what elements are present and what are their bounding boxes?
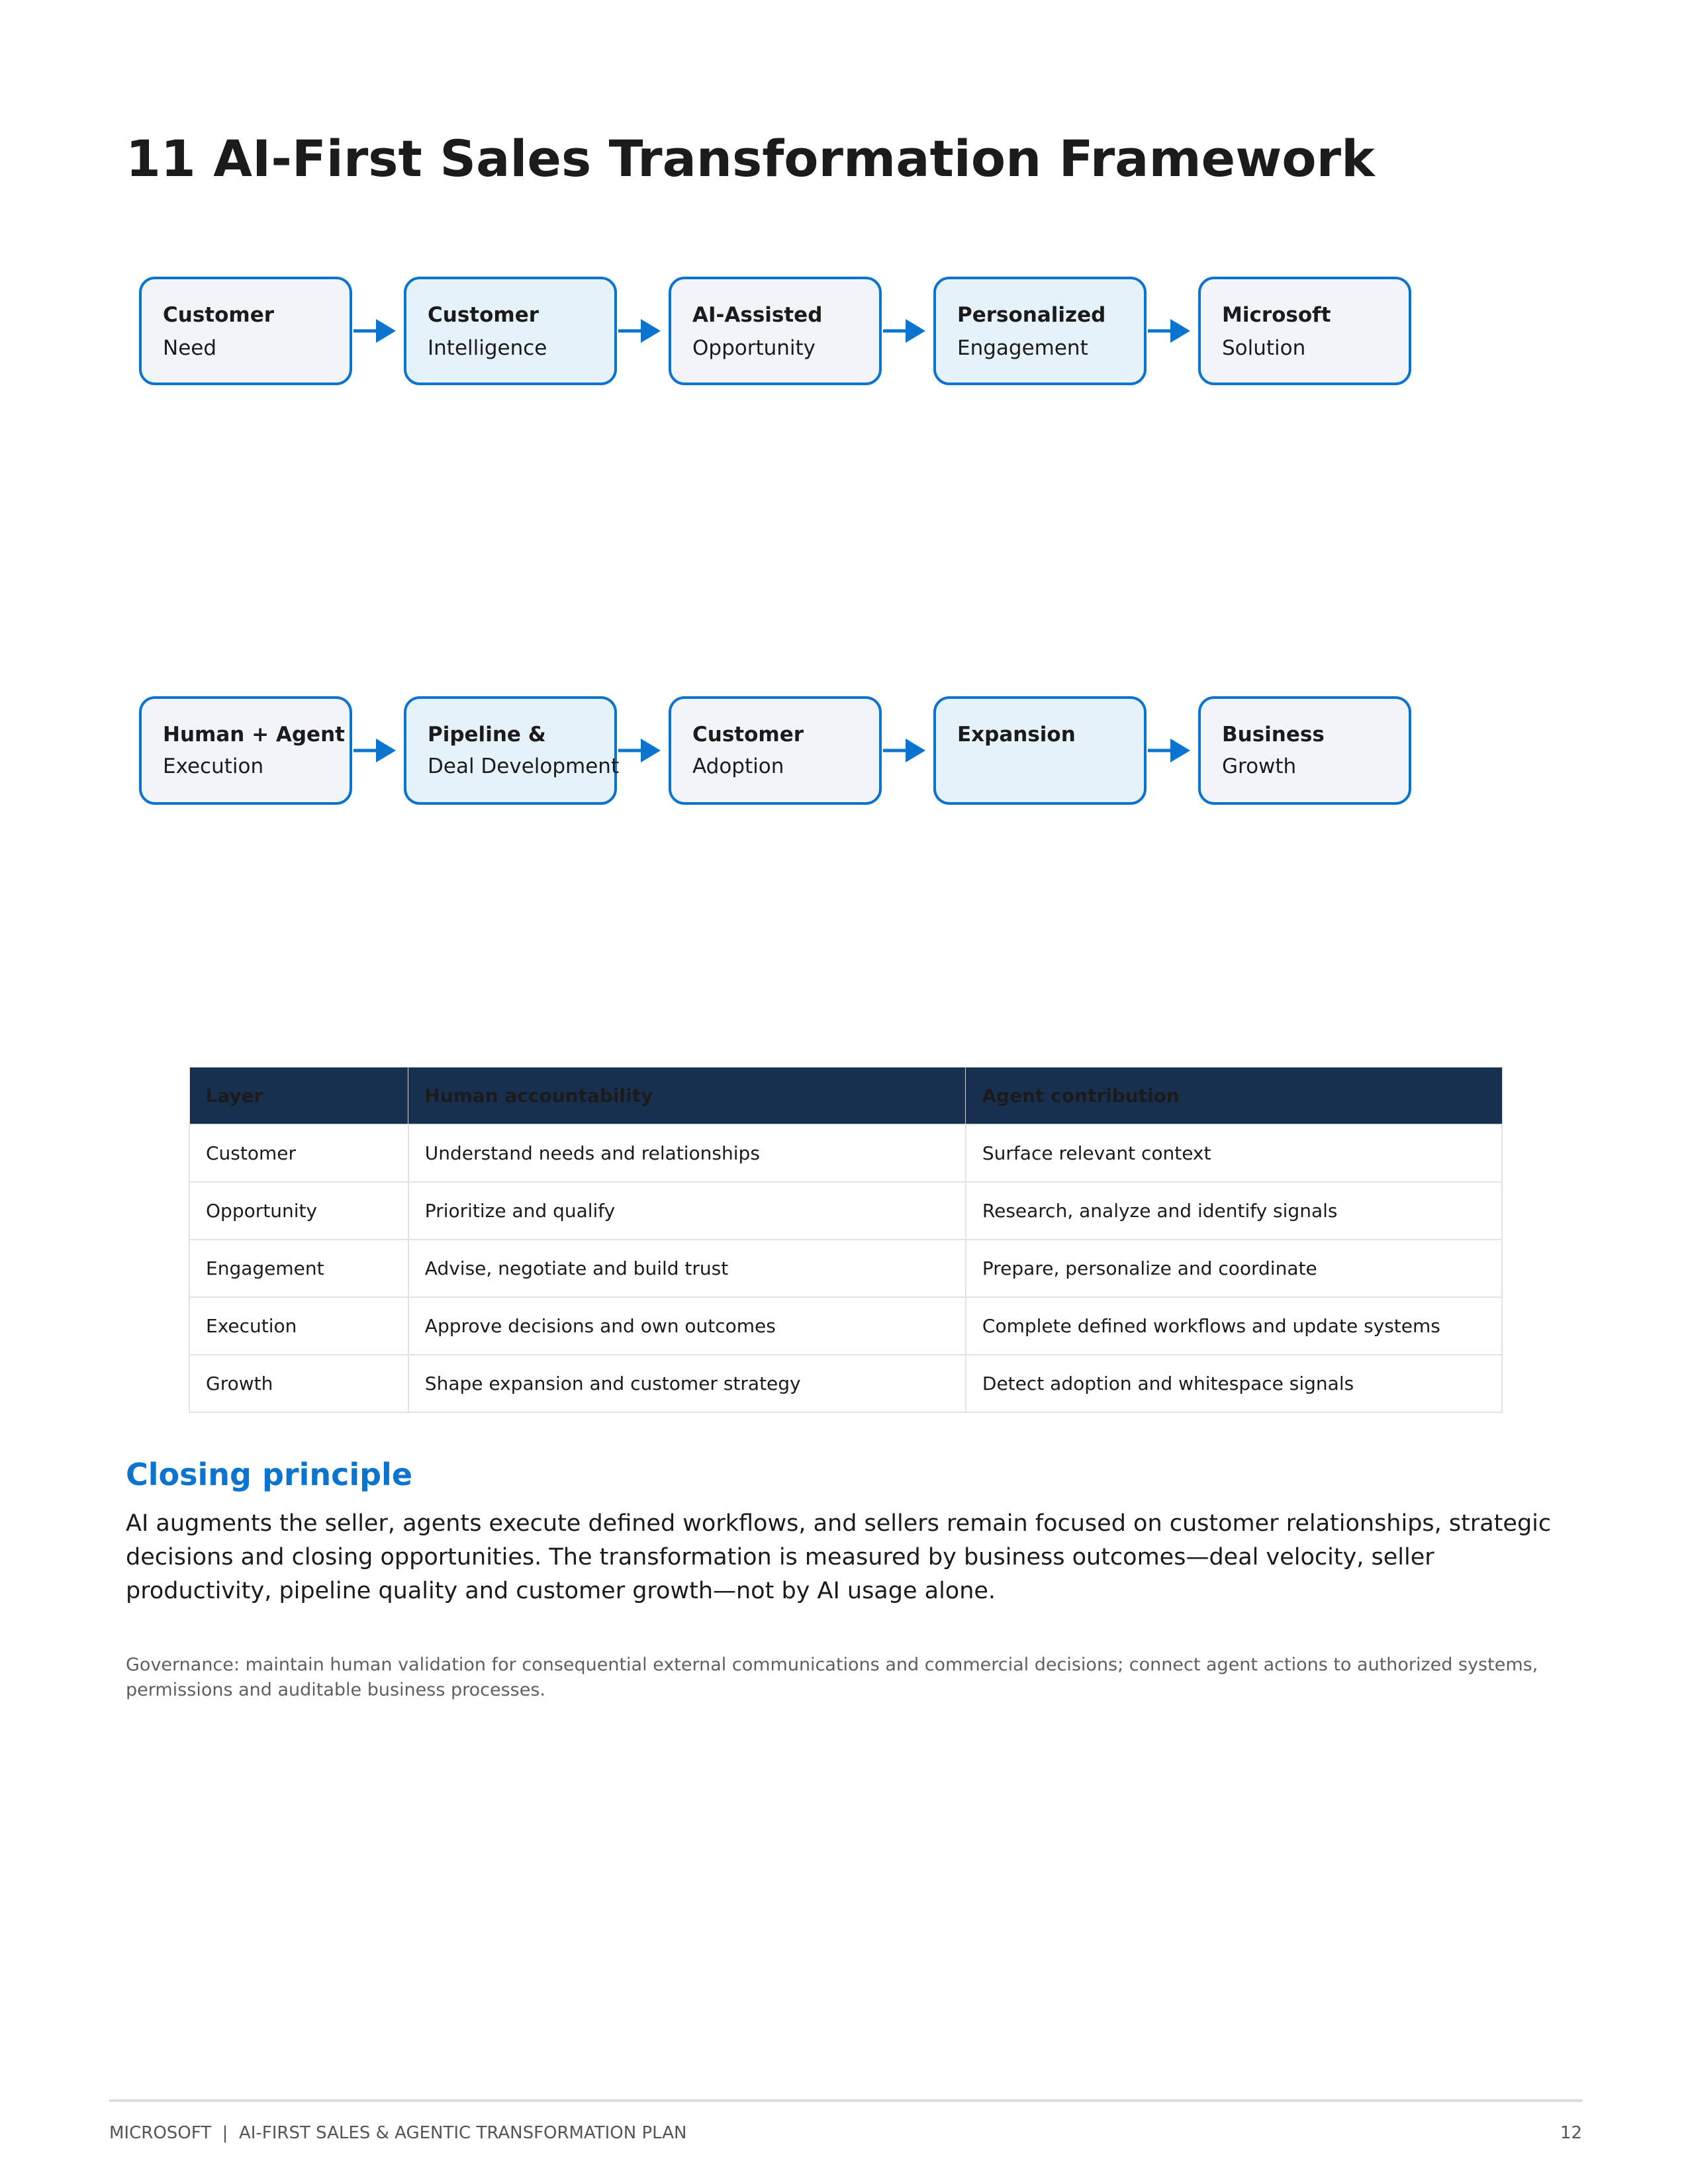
- arrow-right-icon: [1148, 737, 1192, 764]
- table-cell: Understand needs and relationships: [408, 1124, 966, 1182]
- table-cell: Approve decisions and own outcomes: [408, 1297, 966, 1355]
- closing-principle-heading: Closing principle: [126, 1457, 413, 1492]
- table-cell: Growth: [189, 1355, 408, 1412]
- table-cell: Complete defined workflows and update systems: [966, 1297, 1502, 1355]
- page-title: 11 AI-First Sales Transformation Framework: [126, 129, 1375, 188]
- arrow-right-icon: [353, 318, 397, 344]
- table-row: [189, 1240, 1502, 1297]
- flow-step-title: Pipeline &: [428, 723, 546, 747]
- flow-step-subtitle: Adoption: [692, 754, 784, 778]
- arrow-right-icon: [618, 737, 662, 764]
- column-header-layer: Layer: [189, 1068, 408, 1124]
- arrow-right-icon: [353, 737, 397, 764]
- flow-step-title: Customer: [428, 303, 539, 327]
- footer-document-title: MICROSOFT | AI-FIRST SALES & AGENTIC TRANSFORMATION PLAN: [109, 2123, 687, 2143]
- flow-step: [1198, 696, 1411, 805]
- flow-step-subtitle: Need: [163, 336, 217, 360]
- flow-step-title: Customer: [163, 303, 275, 327]
- flow-step-title: Business: [1222, 723, 1325, 747]
- flow-row-2: [0, 696, 1688, 809]
- table-cell: Opportunity: [189, 1182, 408, 1240]
- closing-principle-body: AI augments the seller, agents execute defined workflows, and sellers remain focused on customer relationships, strategic decisions and closing opportunities. The transformation is measured by business outcomes—deal velocity, seller productivity, pipeline quality and customer growth—not by AI usage alone.: [126, 1510, 1552, 1604]
- flow-step: [139, 696, 352, 805]
- column-header-human-accountability: Human accountability: [408, 1068, 966, 1124]
- table-row: [189, 1182, 1502, 1240]
- table-cell: Advise, negotiate and build trust: [408, 1240, 966, 1297]
- flow-step-subtitle: Solution: [1222, 336, 1306, 360]
- flow-step-subtitle: Deal Development: [428, 754, 620, 778]
- flow-step: [669, 277, 882, 385]
- flow-step-subtitle: Intelligence: [428, 336, 547, 360]
- arrow-right-icon: [883, 737, 927, 764]
- footer-divider: [109, 2099, 1582, 2102]
- flow-step: [404, 696, 620, 805]
- flow-row-1: [0, 277, 1688, 389]
- flow-step-title: Expansion: [957, 723, 1076, 747]
- table-cell: Engagement: [189, 1240, 408, 1297]
- page-number: 12: [1560, 2123, 1582, 2143]
- table-cell: Detect adoption and whitespace signals: [966, 1355, 1502, 1412]
- flow-step: [139, 277, 352, 385]
- flow-step-title: Human + Agent: [163, 723, 345, 747]
- flow-step-title: Customer: [692, 723, 804, 747]
- flow-step-title: Microsoft: [1222, 303, 1331, 327]
- table-cell: Prioritize and qualify: [408, 1182, 966, 1240]
- flow-step: [404, 277, 617, 385]
- flow-step-subtitle: Engagement: [957, 336, 1088, 360]
- flow-step-subtitle: Opportunity: [692, 336, 816, 360]
- table-row: [189, 1355, 1502, 1412]
- table-cell: Surface relevant context: [966, 1124, 1502, 1182]
- flow-step-subtitle: Execution: [163, 754, 264, 778]
- flow-step-subtitle: Growth: [1222, 754, 1297, 778]
- arrow-right-icon: [618, 318, 662, 344]
- flow-step: [669, 696, 882, 805]
- table-row: [189, 1124, 1502, 1182]
- flow-step: [933, 277, 1147, 385]
- table-row: [189, 1297, 1502, 1355]
- table-cell: Research, analyze and identify signals: [966, 1182, 1502, 1240]
- flow-step: [1198, 277, 1411, 385]
- flow-step-title: Personalized: [957, 303, 1106, 327]
- table-cell: Customer: [189, 1124, 408, 1182]
- layer-table: [189, 1067, 1503, 1413]
- arrow-right-icon: [883, 318, 927, 344]
- flow-step-title: AI-Assisted: [692, 303, 823, 327]
- table-header-row: [189, 1068, 1502, 1124]
- flow-step: [933, 696, 1147, 805]
- table-cell: Shape expansion and customer strategy: [408, 1355, 966, 1412]
- arrow-right-icon: [1148, 318, 1192, 344]
- governance-note: Governance: maintain human validation for consequential external communications and commercial decisions; connect agent actions to authorized systems, permissions and auditable business processes.: [126, 1655, 1538, 1700]
- table-cell: Prepare, personalize and coordinate: [966, 1240, 1502, 1297]
- column-header-agent-contribution: Agent contribution: [966, 1068, 1502, 1124]
- table-cell: Execution: [189, 1297, 408, 1355]
